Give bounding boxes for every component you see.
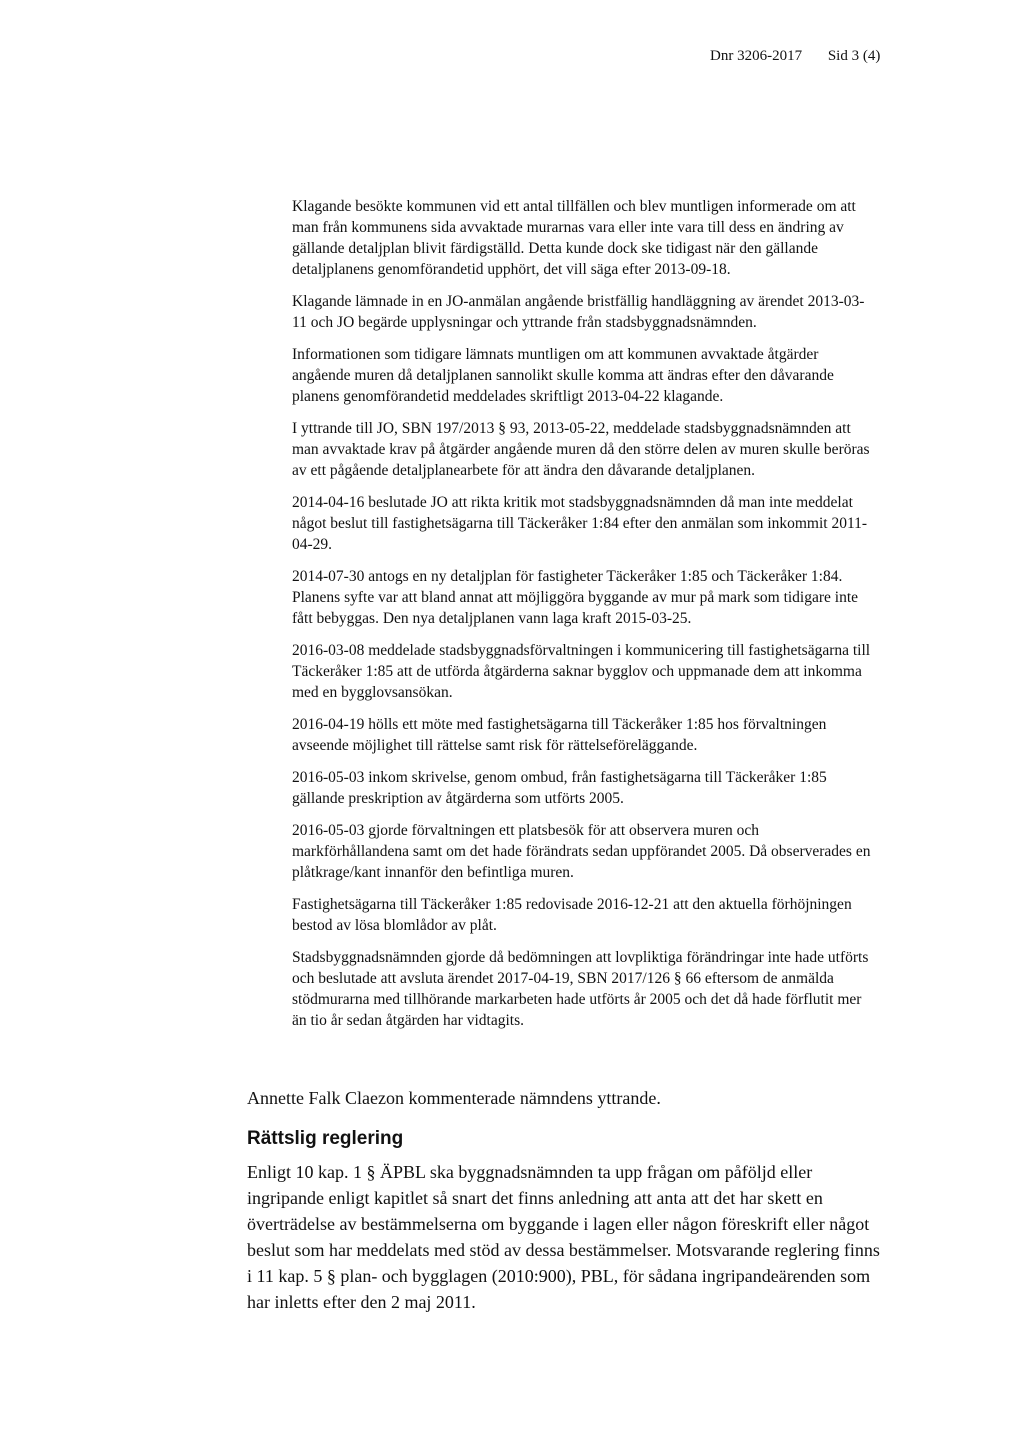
quote-paragraph: Klagande besökte kommunen vid ett antal tillfällen och blev muntligen informerade om att man från kommunens sida avvaktade murarnas vara eller inte vara till dess en ändring av gällande detaljplan blivit färdigställd. Detta kunde dock ske tidigast när den gällande detaljplanens genomförandetid upphört, det vill säga efter 2013-09-18. (292, 198, 856, 278)
quote-paragraph: 2016-04-19 hölls ett möte med fastighetsägarna till Täckeråker 1:85 hos förvaltningen avseende möjlighet till rättelse samt risk för rättelseföreläggande. (292, 716, 827, 754)
case-number: Dnr 3206-2017 (710, 48, 803, 64)
page-number: Sid 3 (4) (827, 48, 881, 64)
quote-paragraph: 2016-03-08 meddelade stadsbyggnadsförvaltningen i kommunicering till fastighetsägarna till Täckeråker 1:85 att de utförda åtgärderna saknar bygglov och uppmanade dem att inkomma med en bygglovsansökan. (292, 642, 871, 701)
section-heading: Rättslig reglering (247, 1128, 404, 1149)
quote-paragraph: 2016-05-03 gjorde förvaltningen ett platsbesök för att observera muren och markförhållandena samt om det hade förändrats sedan uppförandet 2005. Då observerades en plåtkrage/kant innanför den befintliga muren. (292, 822, 871, 881)
quote-paragraph: Informationen som tidigare lämnats muntligen om att kommunen avvaktade åtgärder angående muren då detaljplanen sannolikt skulle komma att ändras efter den dåvarande planens genomförandetid meddelades skriftligt 2013-04-22 klagande. (292, 346, 834, 405)
quote-paragraph: I yttrande till JO, SBN 197/2013 § 93, 2013-05-22, meddelade stadsbyggnadsnämnden att man avvaktade krav på åtgärder angående muren då den större delen av muren skulle beröras av ett pågående detaljplanearbete för att ändra den dåvarande detaljplanen. (292, 420, 870, 479)
comment-paragraph: Annette Falk Claezon kommenterade nämndens yttrande. (247, 1088, 661, 1108)
quote-paragraph: 2014-07-30 antogs en ny detaljplan för fastigheter Täckeråker 1:85 och Täckeråker 1:84. Planens syfte var att bland annat att möjliggöra byggande av mur på mark som tidigare inte fått bebyggas. Den nya detaljplanen vann laga kraft 2015-03-25. (292, 568, 859, 627)
quoted-statement (292, 196, 872, 1042)
quote-paragraph: Klagande lämnade in en JO-anmälan angående bristfällig handläggning av ärendet 2013-03-11 och JO begärde upplysningar och yttrande från stadsbyggnadsnämnden. (292, 293, 865, 331)
quote-paragraph: 2016-05-03 inkom skrivelse, genom ombud, från fastighetsägarna till Täckeråker 1:85 gällande preskription av åtgärderna som utförts 2005. (292, 769, 827, 807)
legal-paragraph: Enligt 10 kap. 1 § ÄPBL ska byggnadsnämnden ta upp frågan om påföljd eller ingripande enligt kapitlet så snart det finns anledning att anta att det har skett en överträdelse av bestämmelserna om byggande i lagen eller någon föreskrift eller något beslut som har meddelats med stöd av dessa bestämmelser. Motsvarande reglering finns i 11 kap. 5 § plan- och bygglagen (2010:900), PBL, för sådana ingripandeärenden som har inletts efter den 2 maj 2011. (247, 1162, 880, 1312)
quote-paragraph: Fastighetsägarna till Täckeråker 1:85 redovisade 2016-12-21 att den aktuella förhöjningen bestod av lösa blomlådor av plåt. (292, 896, 852, 934)
page-header (710, 48, 960, 65)
quote-paragraph: 2014-04-16 beslutade JO att rikta kritik mot stadsbyggnadsnämnden då man inte meddelat något beslut till fastighetsägarna till Täckeråker 1:84 efter den anmälan som inkommit 2011-04-29. (292, 494, 868, 553)
quote-paragraph: Stadsbyggnadsnämnden gjorde då bedömningen att lovpliktiga förändringar inte hade utförts och beslutade att avsluta ärendet 2017-04-19, SBN 2017/126 § 66 eftersom de anmälda stödmurarna med tillhörande markarbeten hade utförts år 2005 och det då hade förflutit mer än tio år sedan åtgärden har vidtagits. (292, 949, 869, 1029)
